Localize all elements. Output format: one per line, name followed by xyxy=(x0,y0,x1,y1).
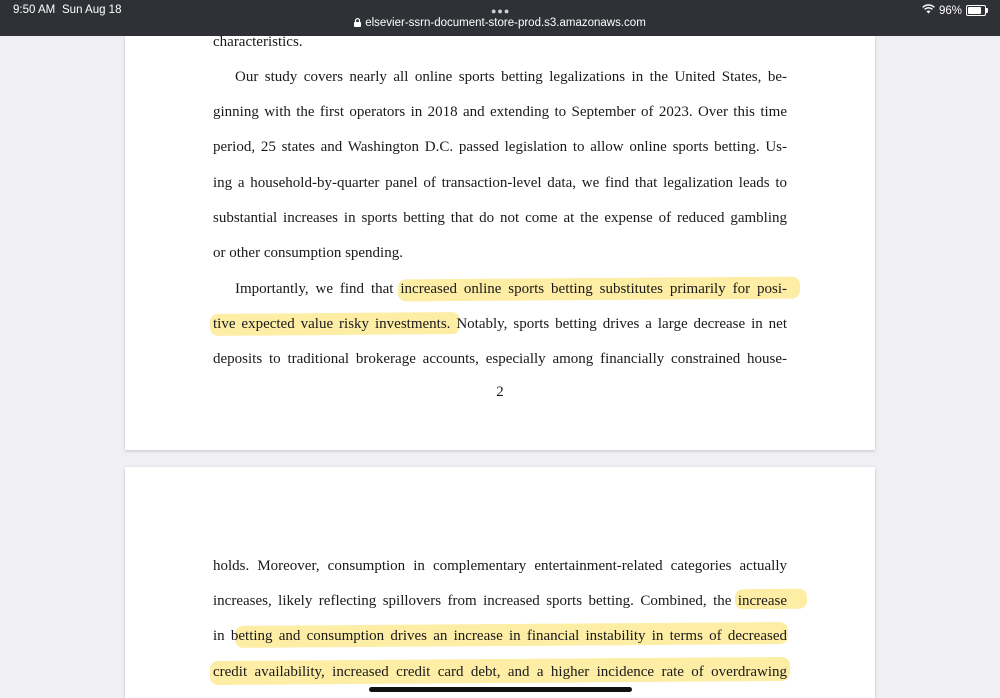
text-line: credit availability, increased credit card debt, and a higher incidence rate of overdrawing xyxy=(213,664,787,680)
text-line: ing a household-by-quarter panel of transaction-level data, we find that legalization leads to xyxy=(213,175,787,191)
url-text[interactable]: elsevier-ssrn-document-store-prod.s3.amazonaws.com xyxy=(365,17,646,29)
page-number: 2 xyxy=(496,384,504,400)
text-line: Our study covers nearly all online sports betting legalizations in the United States, be- xyxy=(235,69,787,85)
battery-percent: 96% xyxy=(938,4,962,17)
document-page-2 xyxy=(125,467,875,698)
text-line: in betting and consumption drives an increase in financial instability in terms of decreased xyxy=(213,628,787,644)
text-line: substantial increases in sports betting that do not come at the expense of reduced gambling xyxy=(213,210,787,226)
address-bar[interactable] xyxy=(0,17,1000,29)
text-line: deposits to traditional brokerage accounts, especially among financially constrained house- xyxy=(213,351,787,367)
status-date: Sun Aug 18 xyxy=(62,4,122,16)
battery-icon xyxy=(966,5,986,16)
text-line: tive expected value risky investments. Notably, sports betting drives a large decrease in net xyxy=(213,316,787,332)
text-line: period, 25 states and Washington D.C. passed legislation to allow online sports betting. Us- xyxy=(213,139,787,155)
text-line: increases, likely reflecting spillovers from increased sports betting. Combined, the increase xyxy=(213,593,787,609)
status-right xyxy=(922,4,986,17)
status-time: 9:50 AM xyxy=(13,4,56,16)
wifi-icon xyxy=(922,4,935,17)
home-indicator[interactable] xyxy=(369,687,632,692)
text-line: holds. Moreover, consumption in complementary entertainment-related categories actually xyxy=(213,558,787,574)
text-line: ginning with the first operators in 2018 and extending to September of 2023. Over this time xyxy=(213,104,787,120)
document-page-1 xyxy=(125,36,875,450)
lock-icon xyxy=(354,18,361,26)
text-line: Importantly, we find that increased online sports betting substitutes primarily for posi- xyxy=(235,281,787,297)
more-dots-icon[interactable]: ●●● xyxy=(491,6,511,16)
text-line: or other consumption spending. xyxy=(213,245,403,261)
text-line: characteristics. xyxy=(213,34,303,50)
